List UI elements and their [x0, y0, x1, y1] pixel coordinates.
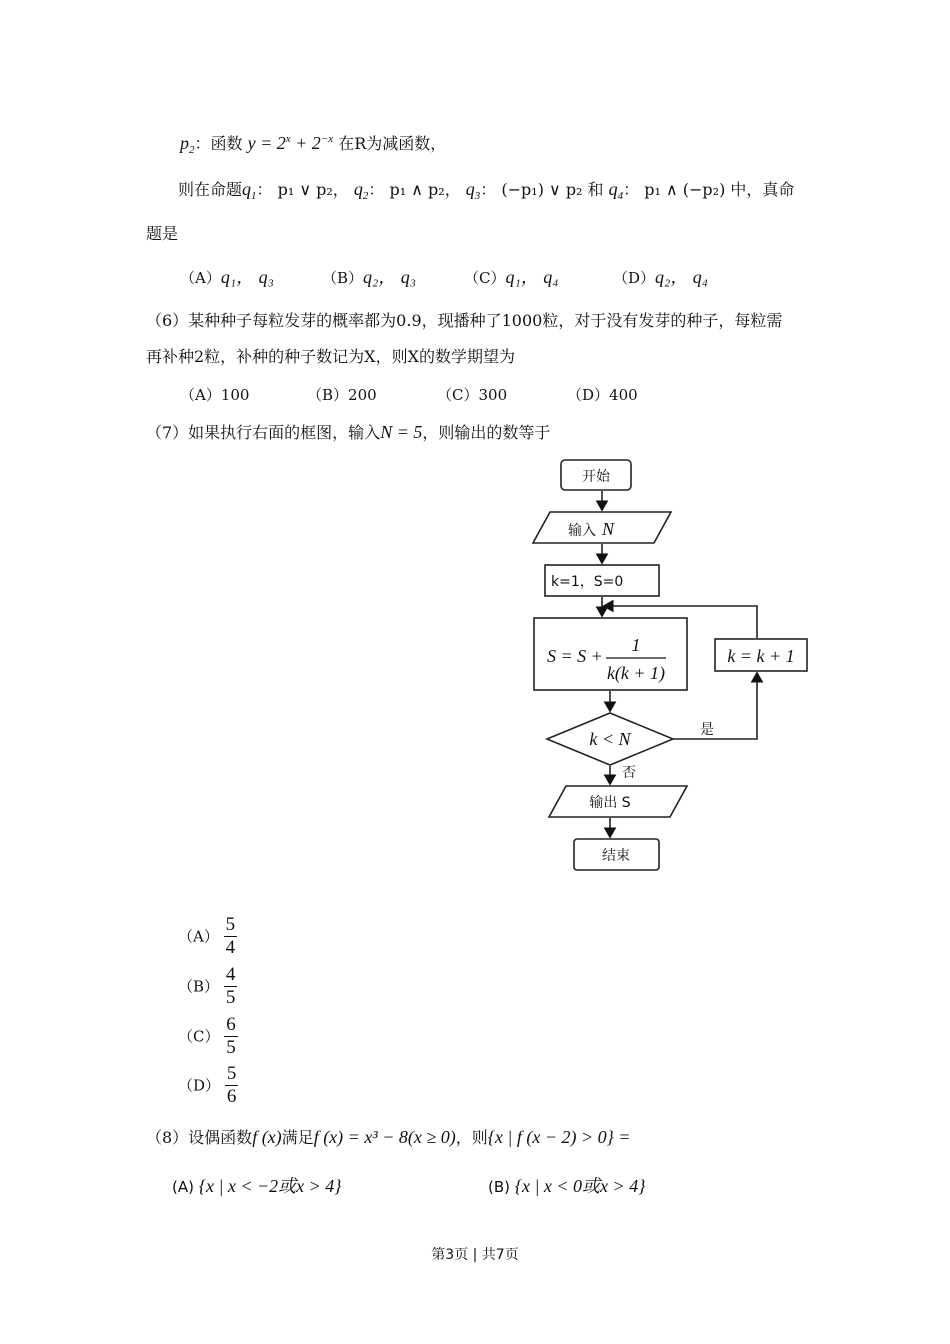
q7-option-d: [178, 1063, 238, 1108]
q8-stem-set: {x | f (x − 2) > 0} =: [487, 1127, 631, 1147]
q6-option-b-label: （B）: [307, 386, 349, 404]
q1-expr: ： p₁ ∨ p₂，: [256, 180, 349, 199]
q5-option-a-label: （A）: [180, 269, 221, 287]
page-footer: 第3页 | 共7页: [431, 1247, 519, 1263]
q7-option-a: [178, 914, 237, 959]
p2-sub: 2: [189, 144, 195, 156]
q6-option-c-value: 300: [478, 386, 508, 404]
q7-option-c-num: 6: [226, 1014, 236, 1035]
q6-stem-line1: （6）某种种子每粒发芽的概率都为0.9，现播种了1000粒，对于没有发芽的种子，每粒需: [146, 311, 783, 330]
q5-option-b-value: q₂， q₃: [363, 267, 417, 287]
flow-init-text: k=1，S=0: [551, 574, 624, 590]
flow-cond-text: k < N: [589, 729, 631, 749]
q2-expr: ： p₁ ∧ p₂，: [368, 180, 461, 199]
q8-stem-def: f (x) = x³ − 8(x ≥ 0): [313, 1127, 456, 1147]
q7-option-d-label: （D）: [178, 1076, 221, 1095]
q8-stem-b: 满足: [281, 1128, 314, 1147]
p2-exp1: x: [285, 133, 291, 145]
flow-input-label: 输入: [568, 523, 596, 539]
q6-stem-line2: 再补种2粒，补种的种子数记为X，则X的数学期望为: [146, 347, 515, 366]
q7-option-c-label: （C）: [178, 1027, 220, 1046]
q7-stem-math: N = 5: [380, 422, 423, 442]
q7-option-b-label: （B）: [178, 977, 220, 996]
q2-sub: 2: [362, 190, 369, 202]
q7-option-d-den: 6: [226, 1086, 237, 1107]
q3-expr: ： (−p₁) ∨ p₂ 和: [480, 180, 604, 199]
q7-option-c-den: 5: [226, 1037, 236, 1058]
p2-func-y: y = 2: [247, 133, 286, 153]
q6-option-c-label: （C）: [437, 386, 479, 404]
q8-stem-a: （8）设偶函数: [146, 1128, 253, 1147]
q7-option-a-num: 5: [225, 914, 236, 935]
flow-assign-den: k(k + 1): [606, 663, 666, 683]
p2-exp2: −x: [320, 133, 334, 145]
q1-sub: 1: [251, 190, 257, 202]
q7-option-c: [178, 1014, 238, 1059]
q7-stem-a: （7）如果执行右面的框图，输入: [146, 423, 381, 442]
q7-option-d-fraction: [225, 1063, 239, 1108]
q2-q: q: [353, 179, 363, 199]
flow-input-var: N: [602, 519, 615, 539]
q8-stem-c: ，则: [455, 1128, 488, 1147]
q6-option-a-value: 100: [220, 386, 250, 404]
q7-option-c-fraction: [224, 1014, 238, 1059]
q7-option-a-den: 4: [225, 937, 236, 958]
p2-colon: ：函数: [194, 134, 243, 153]
q7-option-d-num: 5: [226, 1063, 237, 1084]
p2-plus: + 2: [290, 133, 321, 153]
q4-sub: 4: [617, 190, 624, 202]
q4-q: q: [608, 179, 618, 199]
q7-option-b-den: 5: [225, 987, 236, 1008]
flow-yes-label: 是: [700, 722, 714, 738]
q7-option-a-fraction: [224, 914, 238, 959]
q5-option-d-value: q₂， q₄: [655, 267, 709, 287]
q7-option-a-label: （A）: [178, 927, 219, 946]
q3-q: q: [465, 179, 475, 199]
q8-option-b: [488, 1175, 645, 1198]
q8-option-b-label: (B): [488, 1178, 510, 1196]
p2-tail: 在R为减函数，: [333, 134, 447, 153]
q7-stem-b: ，则输出的数等于: [422, 423, 551, 442]
q6-option-d-label: （D）: [567, 386, 610, 404]
q7-option-b: [178, 964, 237, 1009]
q5-option-c-value: q₁， q₄: [505, 267, 559, 287]
flow-assign-num: 1: [631, 635, 641, 655]
q1-q: q: [242, 179, 252, 199]
q-statement-cont: 题是: [146, 224, 179, 243]
q6-option-a-label: （A）: [180, 386, 221, 404]
q6-option-b-value: 200: [348, 386, 377, 404]
flow-incr-text: k = k + 1: [727, 646, 795, 666]
q5-option-b-label: （B）: [322, 269, 364, 287]
q6-option-d-value: 400: [609, 386, 638, 404]
q7-option-b-num: 4: [225, 964, 236, 985]
q8-option-a-value: {x | x < −2或x > 4}: [198, 1176, 342, 1196]
flow-output-text: 输出 S: [589, 795, 631, 811]
q3-sub: 3: [474, 190, 481, 202]
flow-end-text: 结束: [602, 848, 630, 864]
q5-option-d-label: （D）: [613, 269, 656, 287]
flow-no-label: 否: [622, 765, 636, 781]
q8-option-a-label: (A): [172, 1178, 194, 1196]
q8-stem: [146, 1126, 630, 1149]
q8-option-b-value: {x | x < 0或x > 4}: [514, 1176, 646, 1196]
q8-stem-f: f (x): [252, 1127, 282, 1147]
q8-option-a: [172, 1175, 342, 1198]
q5-option-a-value: q₁， q₃: [220, 267, 274, 287]
q5-option-c-label: （C）: [464, 269, 506, 287]
flow-assign-left: S = S +: [547, 646, 603, 666]
q7-option-b-fraction: [224, 964, 238, 1009]
flow-start-text: 开始: [582, 469, 610, 485]
p2-p: p: [180, 133, 189, 153]
q4-expr: ： p₁ ∧ (−p₂) 中，真命: [623, 180, 795, 199]
q-lead: 则在命题: [178, 180, 243, 199]
